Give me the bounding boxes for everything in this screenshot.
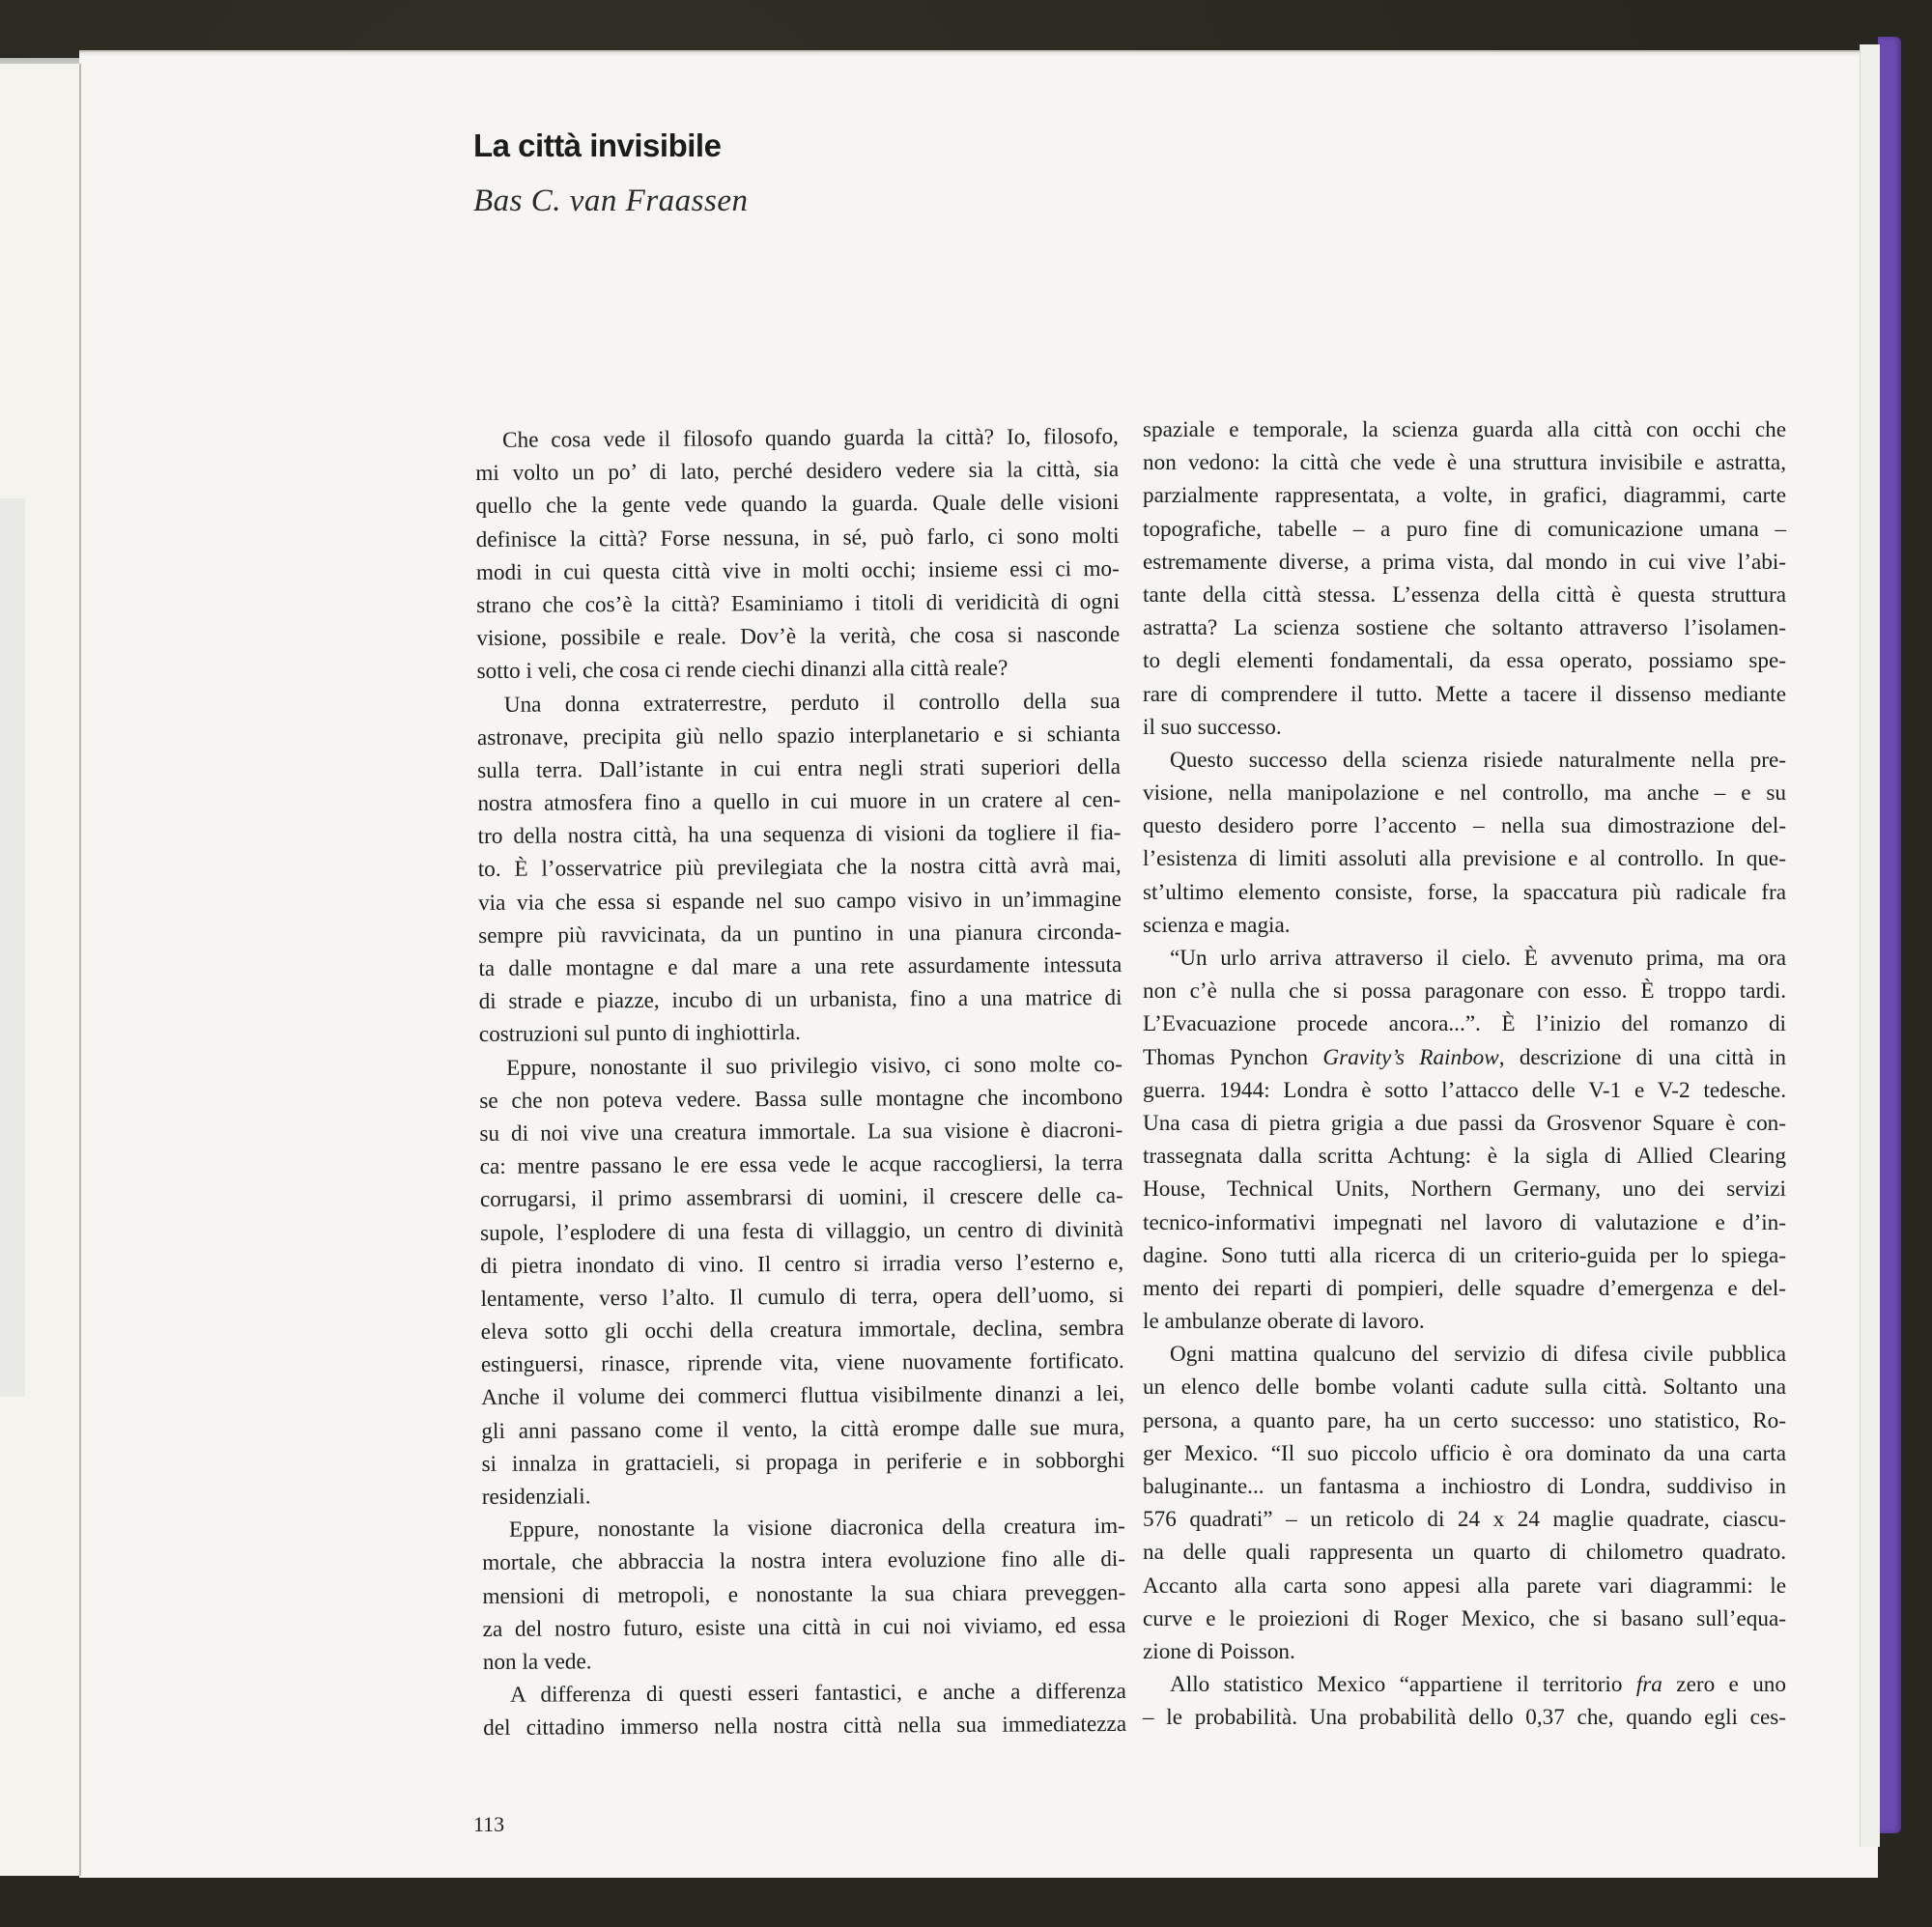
text-line: mi volto un po’ di lato, perché desidero vedere sia la città, sia — [475, 457, 1120, 487]
text-line: sulla terra. Dall’istante in cui entra negli strati superiori della — [477, 753, 1122, 783]
text-column-right — [1143, 413, 1786, 1735]
text-line: to degli elementi fondamentali, da essa operato, possiamo spe- — [1143, 648, 1786, 674]
text-line: spaziale e temporale, la scienza guarda alla città con occhi che — [1143, 417, 1786, 442]
text-line: del cittadino immerso nella nostra città nella sua immediatezza — [483, 1712, 1127, 1742]
text-line: ger Mexico. “Il suo piccolo ufficio è ora dominato da una carta — [1143, 1440, 1786, 1466]
text-line: Una donna extraterrestre, perduto il controllo della sua — [503, 688, 1121, 718]
text-line: Ogni mattina qualcuno del servizio di difesa civile pubblica — [1170, 1342, 1786, 1368]
text-line: guerra. 1944: Londra è sotto l’attacco delle V-1 e V-2 tedesche. — [1143, 1077, 1786, 1103]
text-line: dagine. Sono tutti alla ricerca di un criterio-guida per lo spiega- — [1143, 1242, 1786, 1268]
text-line: trassegnata dalla scritta Achtung: è la sigla di Allied Clearing — [1143, 1144, 1786, 1170]
text-line: visione, possibile e reale. Dov’è la verità, che cosa si nasconde — [476, 622, 1121, 652]
italic-title: fra — [1635, 1672, 1662, 1698]
text-line: quello che la gente vede quando la guarda. Quale delle visioni — [475, 490, 1120, 520]
text-line: modi in cui questa città vive in molti occhi; insieme essi ci mo- — [475, 555, 1120, 585]
text-line: costruzioni sul punto di inghiottirla. — [478, 1020, 801, 1048]
article-author: Bas C. van Fraassen — [473, 184, 749, 218]
text-line: ca: mentre passano le ere essa vede le acque raccogliersi, la terra — [479, 1150, 1123, 1180]
text-line: nostra atmosfera fino a quello in cui muore in un cratere al cen- — [477, 786, 1122, 817]
text-line: un elenco delle bombe volanti cadute sulla città. Soltanto una — [1143, 1374, 1786, 1401]
text-line: tante della città stessa. L’essenza della città è questa struttura — [1143, 581, 1786, 608]
text-line: Eppure, nonostante la visione diacronica della creatura im- — [508, 1514, 1125, 1543]
text-line: Eppure, nonostante il suo privilegio visivo, ci sono molte co- — [505, 1051, 1122, 1081]
text-line: Una casa di pietra grigia a due passi da Grosvenor Square è con- — [1143, 1110, 1786, 1136]
text-line: eleva sotto gli occhi della creatura immortale, declina, sembra — [480, 1315, 1124, 1346]
text-line: non vedono: la città che vede è una struttura invisibile e astratta, — [1143, 450, 1786, 476]
text-line: zione di Poisson. — [1143, 1638, 1295, 1664]
text-line: mensioni di metropoli, e nonostante la sua chiara preveggen- — [482, 1579, 1126, 1609]
text-line: A differenza di questi esseri fantastici, e anche a differenza — [509, 1679, 1126, 1708]
text-line: estremamente diverse, a prima vista, dal mondo in cui vive l’abi- — [1143, 549, 1786, 575]
text-line: visione, nella manipolazione e nel controllo, ma anche – e su — [1143, 780, 1786, 807]
text-line: tecnico-informativi impegnati nel lavoro di valutazione e d’in- — [1143, 1209, 1786, 1235]
text-line: definisce la città? Forse nessuna, in sé, può farlo, ci sono molti — [475, 523, 1120, 553]
text-line: strano che cos’è la città? Esaminiamo i titoli di veridicità di ogni — [476, 588, 1121, 618]
text-line: estinguersi, rinasce, riprende vita, viene nuovamente fortificato. — [480, 1348, 1124, 1378]
text-line: sempre più ravvicinata, da un puntino in una pianura circonda- — [478, 919, 1122, 949]
text-line: 576 quadrati” – un reticolo di 24 x 24 maglie quadrate, ciascu- — [1143, 1507, 1786, 1533]
text-line: si innalza in grattacieli, si propaga in periferie e in sobborghi — [481, 1447, 1125, 1477]
text-line: questo desidero porre l’accento – nella sua dimostrazione del- — [1143, 813, 1786, 839]
text-line: il suo successo. — [1143, 714, 1282, 740]
text-line: residenziali. — [481, 1484, 591, 1510]
article-title: La città invisibile — [473, 128, 722, 163]
text-line: Anche il volume dei commerci fluttua visibilmente dinanzi a lei, — [481, 1381, 1125, 1411]
text-line: di pietra inondato di vino. Il centro si irradia verso l’esterno e, — [480, 1249, 1124, 1279]
text-line: lentamente, verso l’alto. Il cumulo di terra, opera dell’uomo, si — [480, 1282, 1124, 1312]
page-number: 113 — [473, 1812, 505, 1836]
text-line: mento dei reparti di pompieri, delle squadre d’emergenza e del- — [1143, 1275, 1786, 1301]
text-line: le ambulanze oberate di lavoro. — [1143, 1309, 1425, 1335]
italic-title: Gravity’s Rainbow — [1322, 1044, 1499, 1070]
text-line: parzialmente rappresentata, a volte, in grafici, diagrammi, carte — [1143, 483, 1786, 509]
page-stack-edge — [1860, 44, 1880, 1847]
text-line: l’esistenza di limiti assoluti alla previsione e al controllo. In que- — [1143, 846, 1786, 872]
text-line: se che non poteva vedere. Bassa sulle montagne che incombono — [479, 1084, 1123, 1114]
text-line: non c’è nulla che si possa paragonare con esso. È troppo tardi. — [1143, 978, 1786, 1005]
text-line: rare di comprendere il tutto. Mette a tacere il dissenso mediante — [1143, 681, 1786, 707]
text-line: Accanto alla carta sono appesi alla parete vari diagrammi: le — [1143, 1573, 1786, 1599]
text-line: – le probabilità. Una probabilità dello 0,37 che, quando egli ces- — [1143, 1705, 1786, 1731]
text-line: gli anni passano come il vento, la città erompe dalle sue mura, — [481, 1414, 1125, 1444]
text-line: di strade e piazze, incubo di un urbanista, fino a una matrice di — [478, 985, 1122, 1015]
text-line: tro della nostra città, ha una sequenza di visioni da togliere il fia- — [477, 820, 1122, 850]
text-line: curve e le proiezioni di Roger Mexico, che si basano sull’equa- — [1143, 1605, 1786, 1631]
text-line: baluginante... un fantasma a inchiostro di Londra, suddiviso in — [1143, 1474, 1786, 1499]
previous-page-strip — [0, 64, 82, 1876]
text-line: astratta? La scienza sostiene che soltanto attraverso l’isolamen- — [1143, 615, 1786, 641]
book-cover-edge — [1878, 37, 1901, 1833]
text-line: House, Technical Units, Northern Germany, uno dei servizi — [1143, 1176, 1786, 1203]
text-line: non la vede. — [482, 1649, 592, 1675]
text-line: L’Evacuazione procede ancora...”. È l’inizio del romanzo di — [1143, 1011, 1786, 1037]
text-line: persona, a quanto pare, ha un certo successo: uno statistico, Ro- — [1143, 1407, 1786, 1433]
text-line: Thomas Pynchon Gravity’s Rainbow, descrizione di una città in — [1143, 1044, 1786, 1070]
previous-page-shadow — [0, 498, 25, 1397]
text-line: via via che essa si espande nel suo campo visivo in un’immagine — [477, 886, 1122, 916]
text-line: Questo successo della scienza risiede naturalmente nella pre- — [1170, 747, 1786, 773]
text-line: su di noi vive una creatura immortale. La sua visione è diacroni- — [479, 1117, 1123, 1147]
text-column-left — [475, 420, 1126, 1745]
text-line: za del nostro futuro, esiste una città in cui noi viviamo, ed essa — [482, 1612, 1126, 1642]
text-line: “Un urlo arriva attraverso il cielo. È avvenuto prima, ma ora — [1170, 946, 1786, 971]
text-line: st’ultimo elemento consiste, forse, la spaccatura più radicale fra — [1143, 879, 1786, 905]
text-line: supole, l’esplodere di una festa di villaggio, un centro di divinità — [480, 1216, 1124, 1246]
text-line: mortale, che abbraccia la nostra intera evoluzione fino alle di- — [482, 1546, 1126, 1576]
text-line: to. È l’osservatrice più previlegiata che la nostra città avrà mai, — [477, 853, 1122, 883]
text-line: astronave, precipita giù nello spazio interplanetario e si schianta — [476, 721, 1121, 751]
book-gutter — [79, 64, 81, 1876]
text-line: corrugarsi, il primo assembrarsi di uomini, il crescere delle ca- — [479, 1183, 1123, 1213]
text-line: sotto i veli, che cosa ci rende ciechi dinanzi alla città reale? — [476, 655, 1009, 685]
text-line: topografiche, tabelle – a puro fine di comunicazione umana – — [1143, 516, 1786, 542]
text-line: ta dalle montagne e dal mare a una rete assurdamente intessuta — [478, 951, 1122, 981]
text-line: na delle quali rappresenta un quarto di chilometro quadrato. — [1143, 1540, 1786, 1566]
text-line: scienza e magia. — [1143, 912, 1291, 938]
text-line: Che cosa vede il filosofo quando guarda la città? Io, filosofo, — [502, 423, 1120, 453]
text-line: Allo statistico Mexico “appartiene il territorio fra zero e uno — [1170, 1672, 1786, 1698]
